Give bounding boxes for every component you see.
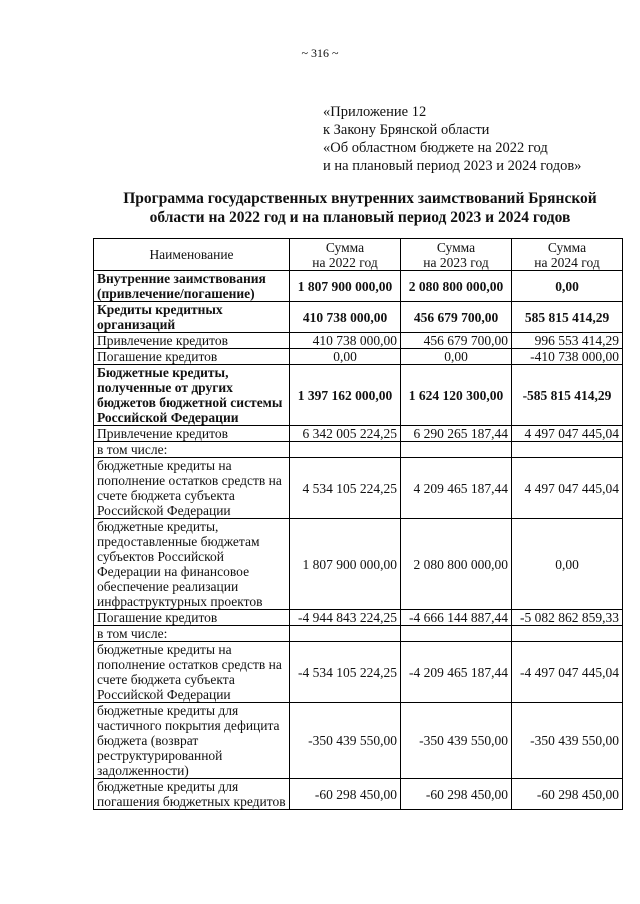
borrowings-table — [93, 238, 623, 810]
value-2022: 410 738 000,00 — [290, 333, 401, 349]
document-title — [100, 189, 620, 227]
value-2024: 0,00 — [512, 271, 623, 302]
table-row — [94, 349, 623, 365]
value-2023: 456 679 700,00 — [401, 333, 512, 349]
value-2024 — [512, 442, 623, 458]
value-2022 — [290, 442, 401, 458]
table-row — [94, 779, 623, 810]
value-2024: -585 815 414,29 — [512, 365, 623, 426]
value-2024: 585 815 414,29 — [512, 302, 623, 333]
table-row — [94, 426, 623, 442]
table-row — [94, 458, 623, 519]
value-2024: 996 553 414,29 — [512, 333, 623, 349]
value-2023 — [401, 626, 512, 642]
row-name: Кредиты кредитных организаций — [94, 302, 290, 333]
table-row — [94, 302, 623, 333]
value-2024: -60 298 450,00 — [512, 779, 623, 810]
table-row — [94, 519, 623, 610]
value-2023: 1 624 120 300,00 — [401, 365, 512, 426]
value-2023: -4 666 144 887,44 — [401, 610, 512, 626]
page-number: ~ 316 ~ — [301, 46, 339, 60]
value-2022: -350 439 550,00 — [290, 703, 401, 779]
value-2024 — [512, 626, 623, 642]
table-row — [94, 610, 623, 626]
table-row — [94, 703, 623, 779]
header-2024: Сумма на 2024 год — [512, 239, 623, 271]
table-row — [94, 442, 623, 458]
value-2022: 4 534 105 224,25 — [290, 458, 401, 519]
value-2023: 0,00 — [401, 349, 512, 365]
table-row — [94, 365, 623, 426]
value-2023: 6 290 265 187,44 — [401, 426, 512, 442]
value-2023: -60 298 450,00 — [401, 779, 512, 810]
title-line: Программа государственных внутренних заимствований Брянской — [123, 190, 597, 207]
row-name: в том числе: — [94, 442, 290, 458]
value-2024: -4 497 047 445,04 — [512, 642, 623, 703]
value-2023: 456 679 700,00 — [401, 302, 512, 333]
row-name: бюджетные кредиты на пополнение остатков средств на счете бюджета субъекта Российской Федерации — [94, 642, 290, 703]
value-2024: 0,00 — [512, 519, 623, 610]
value-2022: 410 738 000,00 — [290, 302, 401, 333]
value-2022 — [290, 626, 401, 642]
value-2024: -5 082 862 859,33 — [512, 610, 623, 626]
row-name: Погашение кредитов — [94, 610, 290, 626]
row-name: Бюджетные кредиты, полученные от других бюджетов бюджетной системы Российской Федерации — [94, 365, 290, 426]
value-2024: -350 439 550,00 — [512, 703, 623, 779]
row-name: бюджетные кредиты для частичного покрытия дефицита бюджета (возврат реструктурированной задолженности) — [94, 703, 290, 779]
value-2023: -4 209 465 187,44 — [401, 642, 512, 703]
value-2024: 4 497 047 445,04 — [512, 426, 623, 442]
value-2023: 2 080 800 000,00 — [401, 519, 512, 610]
value-2023 — [401, 442, 512, 458]
row-name: в том числе: — [94, 626, 290, 642]
row-name: бюджетные кредиты на пополнение остатков средств на счете бюджета субъекта Российской Федерации — [94, 458, 290, 519]
row-name: бюджетные кредиты для погашения бюджетных кредитов — [94, 779, 290, 810]
appendix-reference — [323, 103, 581, 175]
row-name: Погашение кредитов — [94, 349, 290, 365]
value-2022: 1 807 900 000,00 — [290, 519, 401, 610]
row-name: бюджетные кредиты, предоставленные бюджетам субъектов Российской Федерации на финансовое обеспечение реализации инфраструктурных проектов — [94, 519, 290, 610]
table-row — [94, 271, 623, 302]
value-2022: -60 298 450,00 — [290, 779, 401, 810]
row-name: Привлечение кредитов — [94, 426, 290, 442]
row-name: Привлечение кредитов — [94, 333, 290, 349]
header-2023: Сумма на 2023 год — [401, 239, 512, 271]
value-2022: 6 342 005 224,25 — [290, 426, 401, 442]
table-row — [94, 333, 623, 349]
value-2024: 4 497 047 445,04 — [512, 458, 623, 519]
appendix-line: «Приложение 12 — [323, 104, 427, 120]
value-2024: -410 738 000,00 — [512, 349, 623, 365]
value-2022: 1 807 900 000,00 — [290, 271, 401, 302]
value-2023: 4 209 465 187,44 — [401, 458, 512, 519]
table-row — [94, 642, 623, 703]
header-2022: Сумма на 2022 год — [290, 239, 401, 271]
table-header-row — [94, 239, 623, 271]
value-2022: -4 534 105 224,25 — [290, 642, 401, 703]
table-row — [94, 626, 623, 642]
value-2022: 1 397 162 000,00 — [290, 365, 401, 426]
value-2022: 0,00 — [290, 349, 401, 365]
appendix-line: «Об областном бюджете на 2022 год — [323, 140, 548, 156]
appendix-line: к Закону Брянской области — [323, 122, 490, 138]
header-name: Наименование — [94, 239, 290, 271]
title-line: области на 2022 год и на плановый период 2023 и 2024 годов — [149, 209, 571, 226]
appendix-line: и на плановый период 2023 и 2024 годов» — [323, 158, 582, 174]
value-2023: -350 439 550,00 — [401, 703, 512, 779]
value-2022: -4 944 843 224,25 — [290, 610, 401, 626]
row-name: Внутренние заимствования (привлечение/погашение) — [94, 271, 290, 302]
value-2023: 2 080 800 000,00 — [401, 271, 512, 302]
